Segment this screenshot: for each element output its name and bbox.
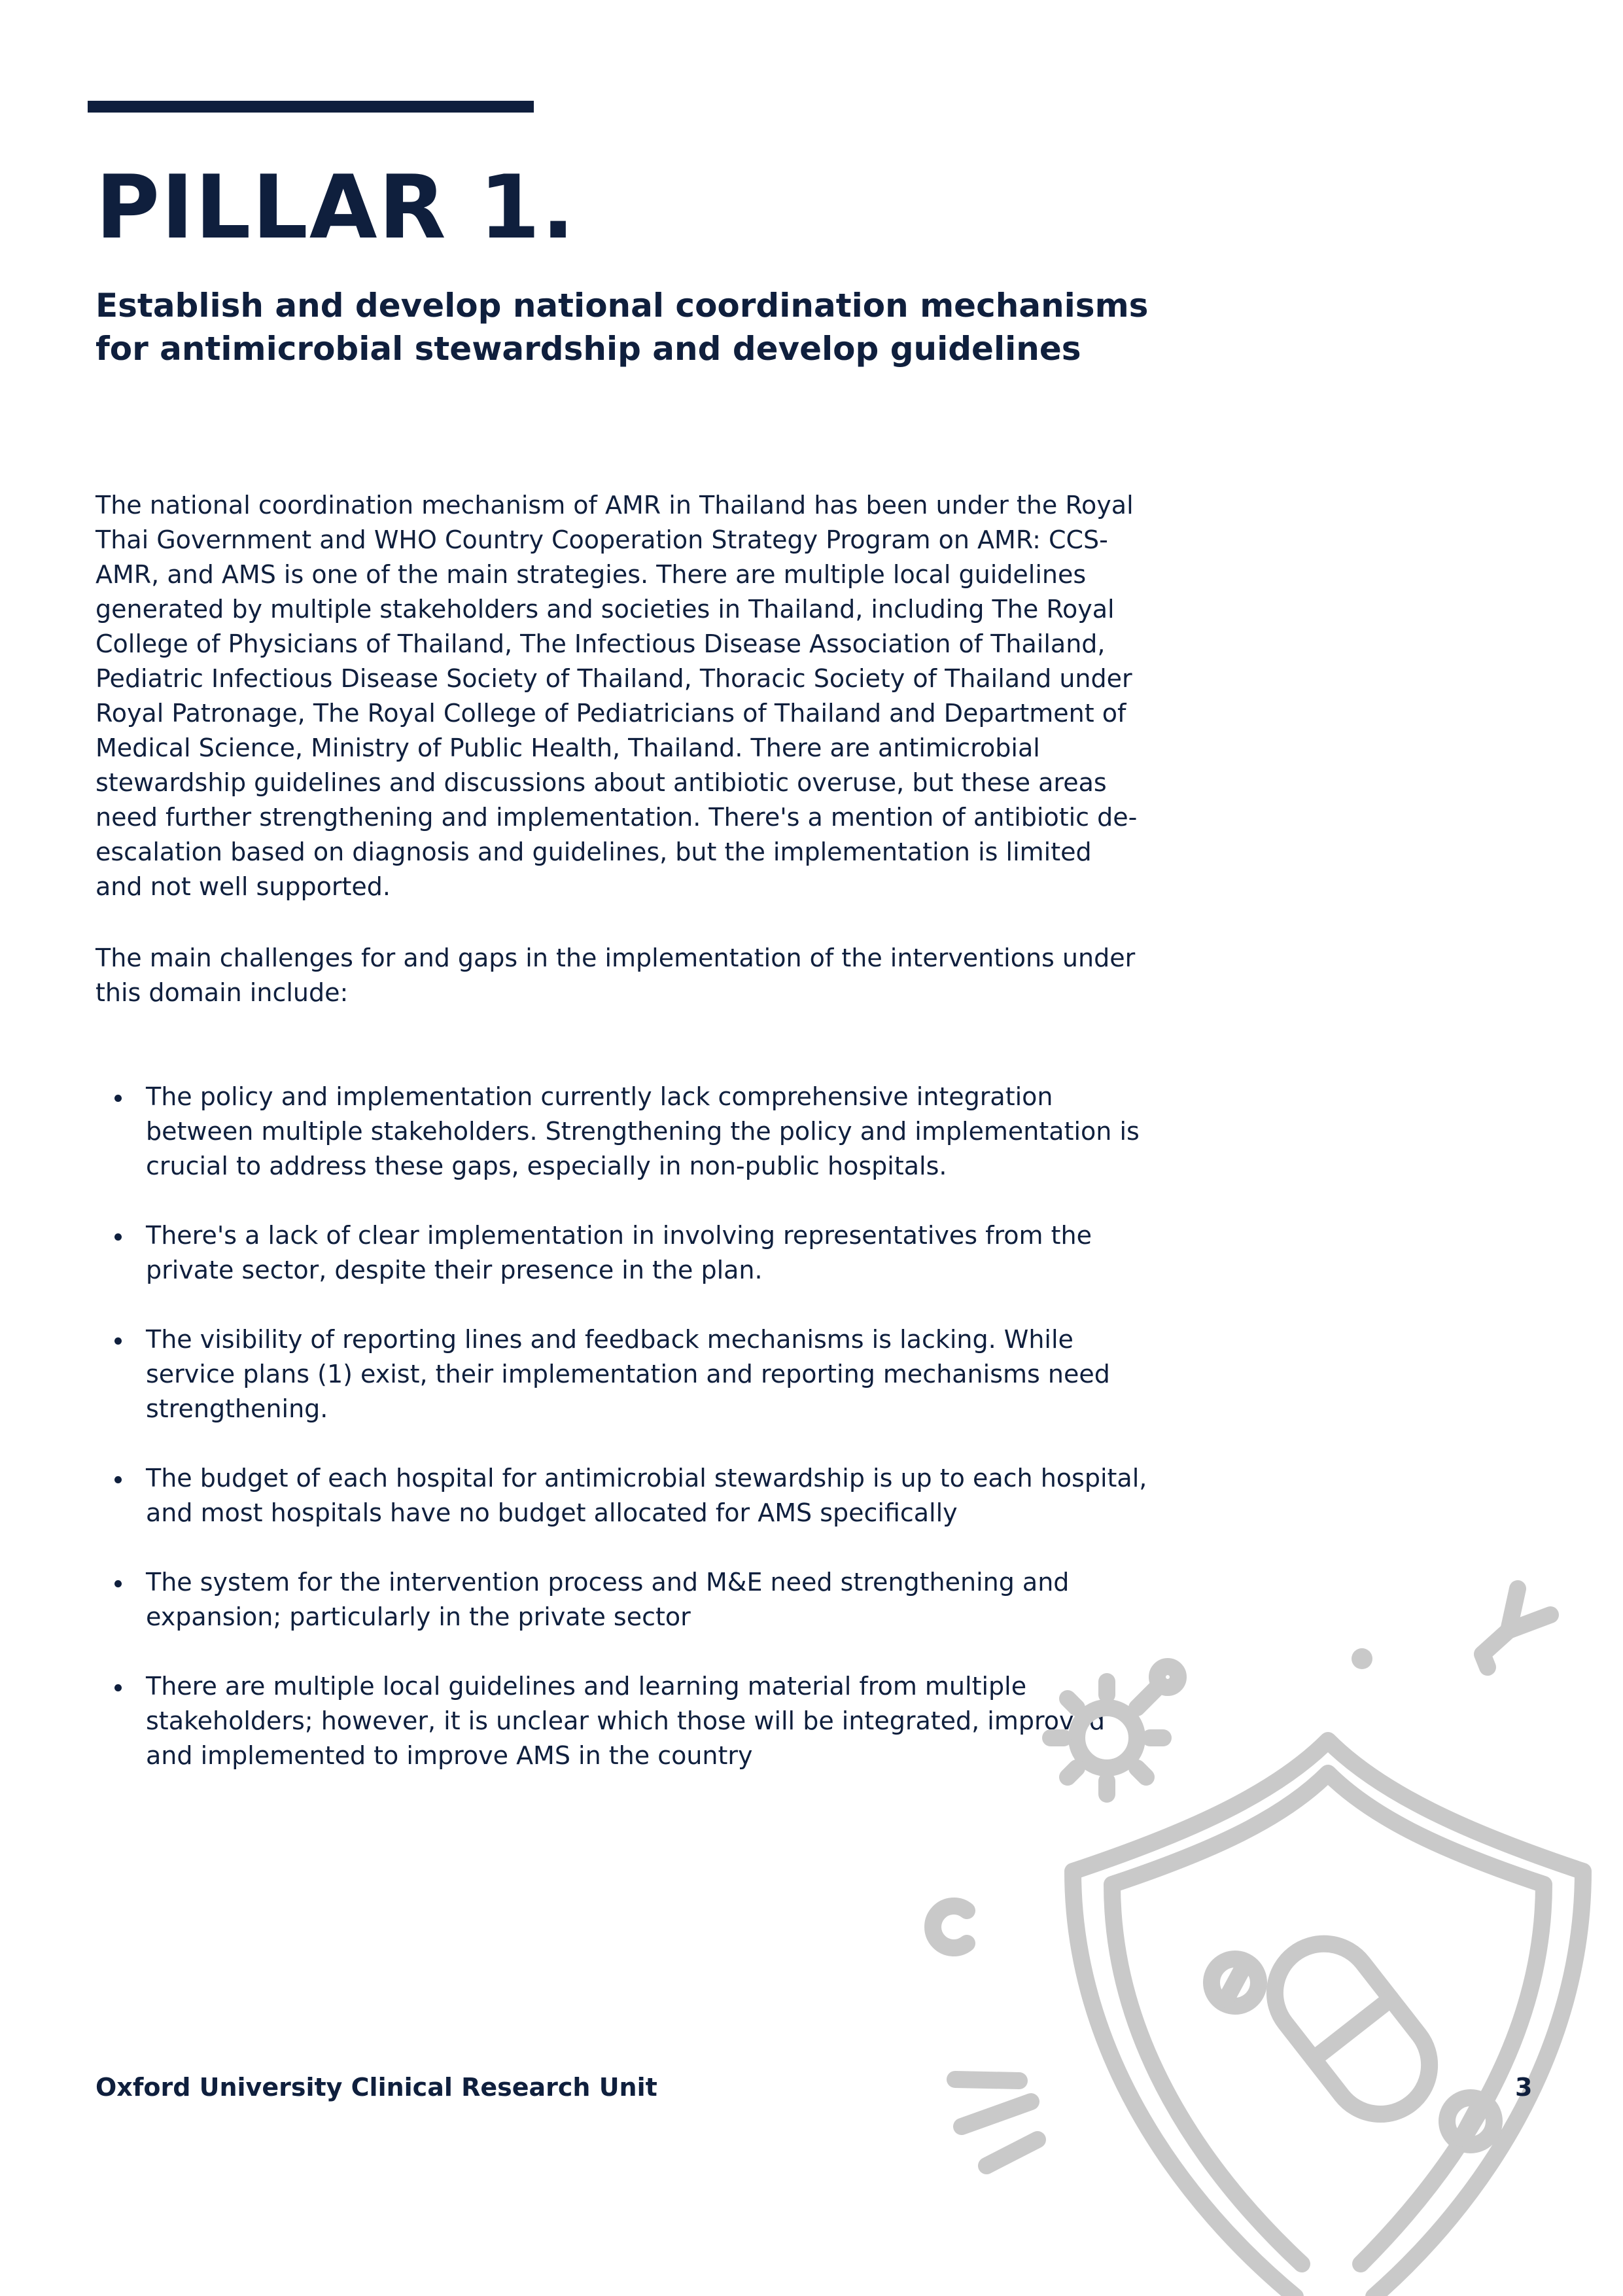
shield-inner-outline	[1112, 1773, 1544, 2264]
challenge-item: The system for the intervention process and M&E need strengthening and expansion; particularly in the private sector	[96, 1565, 1155, 1634]
molecule-icon	[1482, 1589, 1550, 1667]
footer-organization: Oxford University Clinical Research Unit	[96, 2073, 657, 2102]
challenges-list	[96, 1080, 1155, 1808]
challenges-intro-paragraph: The main challenges for and gaps in the implementation of the interventions under this domain include:	[96, 944, 1136, 1007]
page-number: 3	[1515, 2073, 1533, 2102]
pill-icon	[1255, 1924, 1450, 2134]
challenge-item: There's a lack of clear implementation in involving representatives from the private sector, despite their presence in the plan.	[96, 1218, 1155, 1288]
header-accent-bar	[88, 101, 534, 113]
challenge-item: The policy and implementation currently lack comprehensive integration between multiple stakeholders. Strengthening the policy and implementation is crucial to address these gaps, especially in non-public hospitals.	[96, 1080, 1155, 1184]
intro-paragraph: The national coordination mechanism of AMR in Thailand has been under the Royal Thai Government and WHO Country Cooperation Strategy Program on AMR: CCS-AMR, and AMS is one of the main strategies. There are multiple local guidelines generated by multiple stakeholders and societies in Thailand, including The Royal College of Physicians of Thailand, The Infectious Disease Association of Thailand, Pediatric Infectious Disease Society of Thailand, Thoracic Society of Thailand under Royal Patronage, The Royal College of Pediatricians of Thailand and Department of Medical Science, Ministry of Public Health, Thailand. There are antimicrobial stewardship guidelines and discussions about antibiotic overuse, but these areas need further strengthening and implementation. There's a mention of antibiotic de-escalation based on diagnosis and guidelines, but the implementation is limited and not well supported.	[96, 491, 1138, 901]
motion-lines	[955, 2079, 1038, 2166]
challenge-item: The budget of each hospital for antimicrobial stewardship is up to each hospital, and most hospitals have no budget allocated for AMS specifically	[96, 1461, 1155, 1530]
shield-outline	[1073, 1740, 1583, 2296]
page-subtitle: Establish and develop national coordination mechanisms for antimicrobial stewardship and develop guidelines	[96, 287, 1149, 368]
challenge-item: There are multiple local guidelines and learning material from multiple stakeholders; however, it is unclear which those will be integrated, improved and implemented to improve AMS in the country	[96, 1669, 1155, 1773]
challenge-item: The visibility of reporting lines and feedback mechanisms is lacking. While service plans (1) exist, their implementation and reporting mechanisms need strengthening.	[96, 1322, 1155, 1426]
tablet-icon	[1212, 1959, 1259, 2006]
tablet-icon	[1447, 2098, 1494, 2145]
dot-icon	[1352, 1648, 1372, 1669]
c-letter-icon	[933, 1906, 967, 1948]
page-title: PILLAR 1.	[96, 156, 576, 258]
